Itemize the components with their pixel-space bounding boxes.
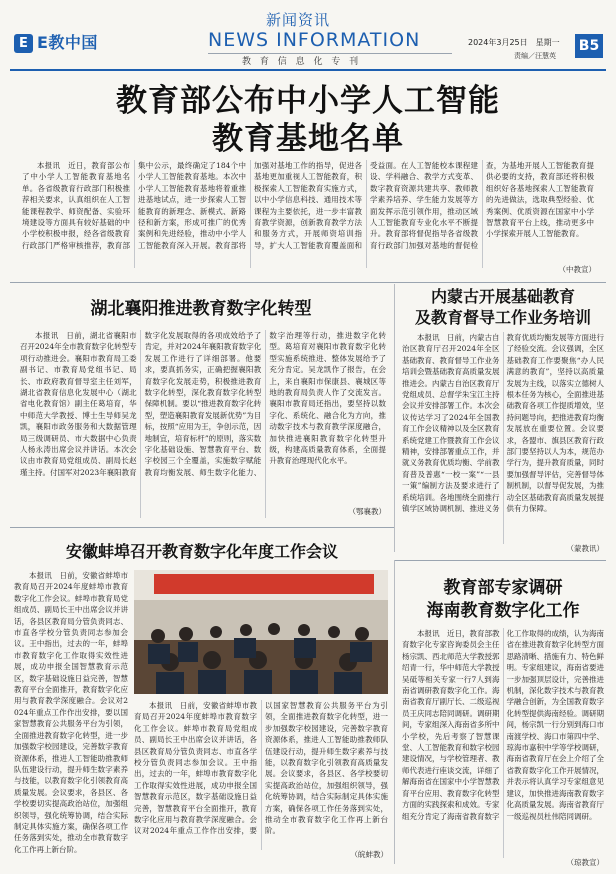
- neimenggu-headline-line1: 内蒙古开展基础教育: [430, 287, 575, 306]
- hainan-article-credit: （琼教宣）: [566, 858, 604, 867]
- section-divider-3: [394, 560, 606, 561]
- anhui-article-credit: （皖蚌教）: [350, 850, 388, 859]
- main-article-body: [22, 160, 594, 268]
- anhui-meeting-photo: [134, 570, 388, 694]
- hainan-headline-line2: 海南教育数字化工作: [426, 601, 580, 621]
- column-rule-right-bottom: [394, 560, 395, 864]
- hubei-article-text: 本报讯 日前，湖北省襄阳市召开2024年全市教育数字化转型专项行动推进会。襄阳市教育局工委副书记、市教育局党组书记、局长、市政府教育督导室主任刘军，湖北省教育信息化发展中心（湖北省电化教育馆）副主任葛培育，华中师范大学教授、博士生导师吴龙凯，襄阳市政务服务和大数据管理局三级调研员、市大数据中心负责人杨永涛出席会议并讲话。本次会议由市教育局党组成员、副局长赵瑾主持。付国军对2023年襄阳教育数字化发展取得的各项成效给予了肯定，并对2024年襄阳教育数字化发展工作进行了详细部署。他要求，要真抓务实，正确把握襄阳教育数字化发展走势，积极推进教育数字化转型，深化教育数字化转型保障机制。要以“推进教育数字化转型，塑造襄阳教育发展新优势”为目标，按照“应用为王，争创示范，因地制宜，培育标杆”的原则，落实数字化基础设施、智慧教育平台、数字校园三个全覆盖，实施数字赋能教育均衡发展、师生数字化能力、数字治理等行动，推进数字化转型。葛培育对襄阳市教育数字化转型实施系统推进、整体发展给予了充分肯定。吴龙凯作了报告，在会上，来自襄阳市保康县、襄城区等地的教育局负责人作了交流发言。襄阳市教育局还指出，要坚持以数字化、系统化、融合化为方向，推动数字技术与教育教学深度融合，加快推进襄阳教育数字化转型升级，构建高质量教育体系，全面提升教育治理现代化水平。: [20, 331, 386, 477]
- main-headline-line2: 教育基地名单: [212, 121, 404, 157]
- issue-date: 2024年3月25日 星期一: [468, 38, 560, 47]
- section-title-en: NEWS INFORMATION: [208, 29, 421, 51]
- main-article-credit: （中教宣）: [558, 265, 596, 274]
- page-number-badge: B5: [575, 34, 603, 58]
- main-headline: [20, 82, 596, 158]
- hainan-article-text: 本报讯 近日，教育部教育数字化专家咨询委员会主任杨宗凯、西北师范大学教授郭绍青一行，华中师范大学教授吴砥等相关专家一行7人到海南省调研教育数字化工作。海南省教育厅副厅长、二级巡视员王庆同志陪同调研。调研期间，专家组深入海南省多所中小学校，先后考察了智慧课堂、人工智能教育和数字校园建设情况，与学校管理者、教师代表进行座谈交流，详细了解海南省在国家中小学智慧教育平台应用、教育数字化转型方面的实践探索和成效。专家组充分肯定了海南省教育数字化工作取得的成绩，认为海南省在推进教育数字化转型方面思路清晰、措施有力、特色鲜明。专家组建议，海南省要进一步加强顶层设计，完善推进机制，深化数字技术与教育教学融合创新，为全国教育数字化转型提供海南经验。调研期间，杨宗凯一行分别到海口市南渡学校、海口市第四中学、琼海市嘉积中学等学校调研，海南省教育厅在会上介绍了全省教育数字化工作开展情况，并表示将认真学习专家组意见建议，加快推进海南教育数字化高质量发展。海南省教育厅一级巡视员杜伟陪同调研。: [402, 629, 604, 821]
- main-headline-line1: 教育部公布中小学人工智能: [116, 83, 500, 119]
- hainan-headline: [400, 577, 606, 623]
- anhui-article-text-rest: 本报讯 日前，安徽省蚌埠市教育局召开2024年度蚌埠市教育数字化工作会议。蚌埠市教育局党组成员、副局长王中出席会议并讲话，各县区教育局分管负责同志、市直各学校分管负责同志参加会议。王中指出，过去的一年，蚌埠市教育数字化工作取得实效性进展，成功申报全国智慧教育示范区，数字基础设施日益完善，智慧教育平台全面推开，教育数字化应用与教育教学深度融合。会议对2024年重点工作作出安排，要以国家智慧教育公共服务平台为引领，全面推进教育数字化转型，进一步加强数字校园建设，完善数字教育资源体系，推进人工智能助推教师队伍建设行动，提升师生数字素养与技能，以教育数字化引领教育高质量发展。会议要求，各县区、各学校要切实提高政治站位，加强组织领导，强化统筹协调，结合实际制定具体实施方案，确保各项工作任务落到实处，推动全市教育数字化工作再上新台阶。: [134, 701, 388, 836]
- section-divider-2: [10, 527, 394, 528]
- section-subtitle: 教 育 信 息 化 专 刊: [242, 57, 362, 67]
- header-rule: [10, 69, 606, 71]
- neimenggu-article-body: [402, 332, 604, 544]
- anhui-meeting-photo-svg: [134, 570, 388, 694]
- neimenggu-headline-line2: 及教育督导工作业务培训: [414, 308, 591, 327]
- neimenggu-headline: [400, 286, 606, 328]
- neimenggu-article-text: 本报讯 日前，内蒙古自治区教育厅召开2024年全区基础教育、教育督导工作业务培训会暨基础教育高质量发展推进会。内蒙古自治区教育厅党组成员、总督学朱宝江主持会议并安排部署工作。本次会议传达学习了2024年全国教育工作会议精神以及全区教育系统党建工作暨教育工作会议精神，安排部署重点工作，并就义务教育优质均衡、学前教育普及普惠“一校一案”“一县一策”编制方法及要求进行了系统培训。各地围绕全面推行镇学区域协调机制、推进义务教育优质均衡发展等方面进行了经验交流。会议强调，全区基础教育工作要聚焦“办人民满意的教育”，坚持以高质量发展为主线，以落实立德树人根本任务为核心，全面推进基础教育各项工作提质增效，坚持问题导向，把推进教育均衡发展放在重要位置。会议要求，各盟市、旗县区教育行政部门要坚持以人为本，规范办学行为，提升教育质量，同时要加强督导评估，完善督导体制机制，以督导促发展，为推动全区基础教育高质量发展提供有力保障。: [402, 333, 604, 514]
- anhui-article-body-rest: [134, 700, 388, 850]
- editor-credit: 责编／汪慧英: [514, 52, 556, 60]
- anhui-headline: 安徽蚌埠召开教育数字化年度工作会议: [65, 542, 338, 561]
- logo-mark: E: [14, 34, 33, 53]
- main-article-text: 本报讯 近日，教育部公布了中小学人工智能教育基地名单。各省级教育行政部门积极推荐相关要求，认真组织在人工智能课程教学、师资配备、实验环境建设等方面具有较好基础的中小学校积极申报，经各省级教育行政部门严格审核推荐，教育部集中公示，最终确定了184个中小学人工智能教育基地。本次中小学人工智能教育基地将着重推进基地试点，进一步探索人工智能教育的新理念、新模式、新路径和新方案，形成可推广的优秀案例和先进经验，推动中小学人工智能教育深入开展。教育部将加强对基地工作的指导，促进各基地更加重视人工智能教育，积极探索人工智能教育实施方式，以中小学信息科技、通用技术等课程为主要依托，进一步丰富教育教学资源，创新教育教学方法和服务方式，开展师资培训指导，扩大人工智能教育覆盖面和受益面。在人工智能校本课程建设、学科融合、教学方式变革、数字教育资源共建共享、教师教学素养培养、学生能力发展等方面发挥示范引领作用，推动区域人工智能教育专业化水平不断提升。教育部将督促指导各省级教育行政部门加强对基地的督促检查，为基地开展人工智能教育提供必要的支持，教育部还将积极组织好各基地探索人工智能教育的先进做法，选取典型经验、优秀案例、优质资源在国家中小学智慧教育平台上线，推动更多中小学探索开展人工智能教育。: [22, 161, 594, 250]
- anhui-article-text: 本报讯 日前，安徽省蚌埠市教育局召开2024年度蚌埠市教育数字化工作会议。蚌埠市教育局党组成员、副局长王中出席会议并讲话，各县区教育局分管负责同志、市直各学校分管负责同志参加会议。王中指出，过去的一年，蚌埠市教育数字化工作取得实效性进展，成功申报全国智慧教育示范区，数字基础设施日益完善，智慧教育平台全面推开，教育数字化应用与教育教学深度融合。会议对2024年重点工作作出安排，要以国家智慧教育公共服务平台为引领，全面推进教育数字化转型，进一步加强数字校园建设，完善数字教育资源体系，推进人工智能助推教师队伍建设行动，提升师生数字素养与技能，以教育数字化引领教育高质量发展。会议要求，各县区、各学校要切实提高政治站位，加强组织领导，强化统筹协调，结合实际制定具体实施方案，确保各项工作任务落到实处，推动全市教育数字化工作再上新台阶。: [14, 571, 128, 854]
- hubei-article-credit: （鄂襄教）: [348, 507, 386, 516]
- anhui-article-col-1: [14, 570, 128, 864]
- logo-text: E教中国: [37, 33, 98, 52]
- neimenggu-article-credit: （蒙教讯）: [566, 544, 604, 553]
- section-divider-1: [10, 282, 606, 283]
- section-title-cn: 新闻资讯: [266, 11, 331, 29]
- hubei-article-body: [20, 330, 386, 518]
- hubei-headline: 湖北襄阳推进教育数字化转型: [90, 299, 312, 319]
- hainan-headline-line1: 教育部专家调研: [443, 578, 563, 598]
- hainan-article-body: [402, 628, 604, 858]
- header-divider: [208, 53, 452, 54]
- column-rule-right-top: [394, 284, 395, 552]
